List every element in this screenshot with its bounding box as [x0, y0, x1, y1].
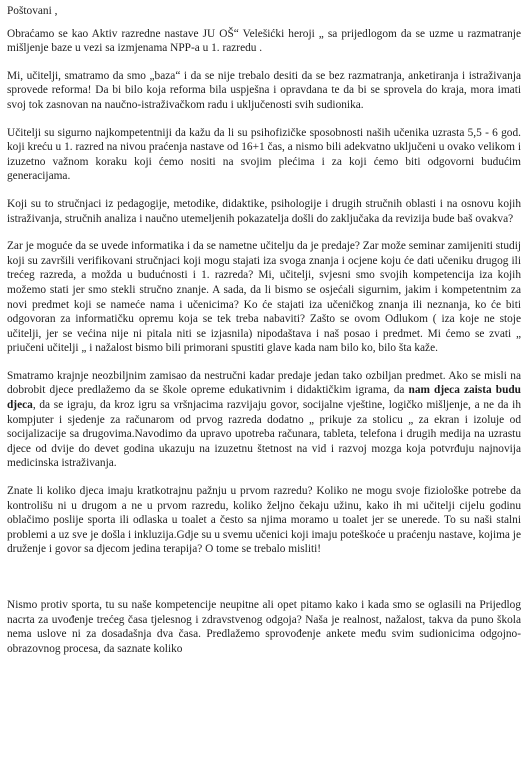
paragraph-sport: Nismo protiv sporta, tu su naše kompetencije neupitne ali opet pitamo kako i kada smo se oglasili na Prijedlog nacrta za uvođenje trećeg časa tjelesnog i zdravstvenog odgoja? Naša je realnost, nažalost, takva da puno škola nema uslove ni za dosadašnja dva časa. Predlažemo sprovođenje ankete među svim sudionicima odgojno-obrazovnog procesa, da saznate koliko — [7, 599, 521, 655]
paragraph-reform: Mi, učitelji, smatramo da smo „baza“ i da se nije trebalo desiti da se bez razmatranja, anketiranja i istraživanja sprovede reforma! Da bi bilo koja reforma bila uspješna i opravdana te da bi se sprovela do kraja, mora imati svoj tok zasnovan na naučno-istraživačkom radu i uključenosti svih sudionika. — [7, 69, 521, 111]
paragraph-children — [7, 369, 521, 471]
paragraph-informatics: Zar je moguće da se uvede informatika i da se nametne učitelju da je predaje? Zar može seminar zamijeniti studij koji su završili verifikovani stručnjaci koji mogu stajati iza svoga znanja i ocjene koju će dati učeniku drugog ili trećeg razreda, a možda u budućnosti i 1. razreda? Mi, učitelji, svjesni smo svojih kompetencija iza kojih možemo stati jer smo stekli stručno znanje. A sada, da li bismo se osjećali sigurnim, jakim i kompetentnim za novi predmet koji se nameće nama i učenicima? Ko će stajati iza učeničkog znanja ili neznanja, ko će biti odgovoran za informatičku opremu koja se tek treba nabaviti? Zašto se ovom Odlukom ( iza koje ne stoje učitelji, jer se većina nije ni pitala niti se izjasnila) nipodaštava i naš posao i predmet. Mi ćemo se zvati „ priučeni učitelji „ i nažalost bismo bili primorani spustiti glave kada nam bilo ko, bilo šta kaže. — [7, 240, 521, 355]
paragraph-intro: Obraćamo se kao Aktiv razredne nastave JU OŠ“ Velešićki heroji „ sa prijedlogom da se uzme u razmatranje mišljenje baze u vezi sa izmjenama NPP-a u 1. razredu . — [7, 27, 521, 55]
emphasis-children-be-children: nam djeca zaista budu djeca — [7, 384, 521, 412]
paragraph-children-part1: Smatramo krajnje neozbiljnim zamisao da nestručni kadar predaje jedan tako ozbiljan predmet. Ako se misli na dobrobit djece predlažemo da se škole opreme edukativnim i didaktičkim igrama, da — [7, 369, 521, 397]
letter-page — [7, 4, 521, 669]
paragraph-children-part2: , da se igraju, da kroz igru sa vršnjacima razvijaju govor, socijalne vještine, logičko mišljenje, a ne da ih kompjuter i sjedenje za računarom od prvog razreda dodatno „ prikuje za stolicu „ za ekran i izoluje od socijalizacije sa drugovima.Navodimo da upravo upotreba računara, tableta, telefona i drugih medija na uzrastu djece od dvije do devet godina ukazuju na izuzetnu štetnost na vid i razvoj mozga koja potvrđuju najnovija medicinska istraživanja. — [7, 399, 521, 470]
spacer — [7, 570, 521, 598]
greeting: Poštovani , — [7, 5, 58, 17]
paragraph-attention: Znate li koliko djeca imaju kratkotrajnu pažnju u prvom razredu? Koliko ne mogu svoje fiziološke potrebe da kontrolišu ni u drugom a ne u prvom razredu, koliko željno čekaju užinu, kako ih mi učitelji cijelu godinu oblačimo poslije sporta ili odlaska u toalet a često sa njima moramo u toalet jer se unerede. To su naši stalni problemi a uz sve je došla i inkluzija.Gdje su u svemu učenici koji imaju poteškoće u praćenju nastave, kojima je druženje i govor sa djecom jedina terapija? O tome se trebalo misliti! — [7, 485, 521, 556]
paragraph-competence: Učitelji su sigurno najkompetentniji da kažu da li su psihofizičke sposobnosti naših učenika uzrasta 5,5 - 6 god. koji kreću u 1. razred na nivou praćenja nastave od 16+1 čas, a nismo bili adekvatno uključeni u ovako velikom i izuzetno važnom koraku koji ćemo nositi na svojim plećima i za koji ćemo biti odgovorni budućim generacijama. — [7, 126, 521, 183]
paragraph-experts: Koji su to stručnjaci iz pedagogije, metodike, didaktike, psihologije i drugih stručnih oblasti i na osnovu kojih istraživanja, stručnih analiza i naučno utemeljenih pokazatelja došli do zaključaka da revizija bude baš ovakva? — [7, 197, 521, 225]
